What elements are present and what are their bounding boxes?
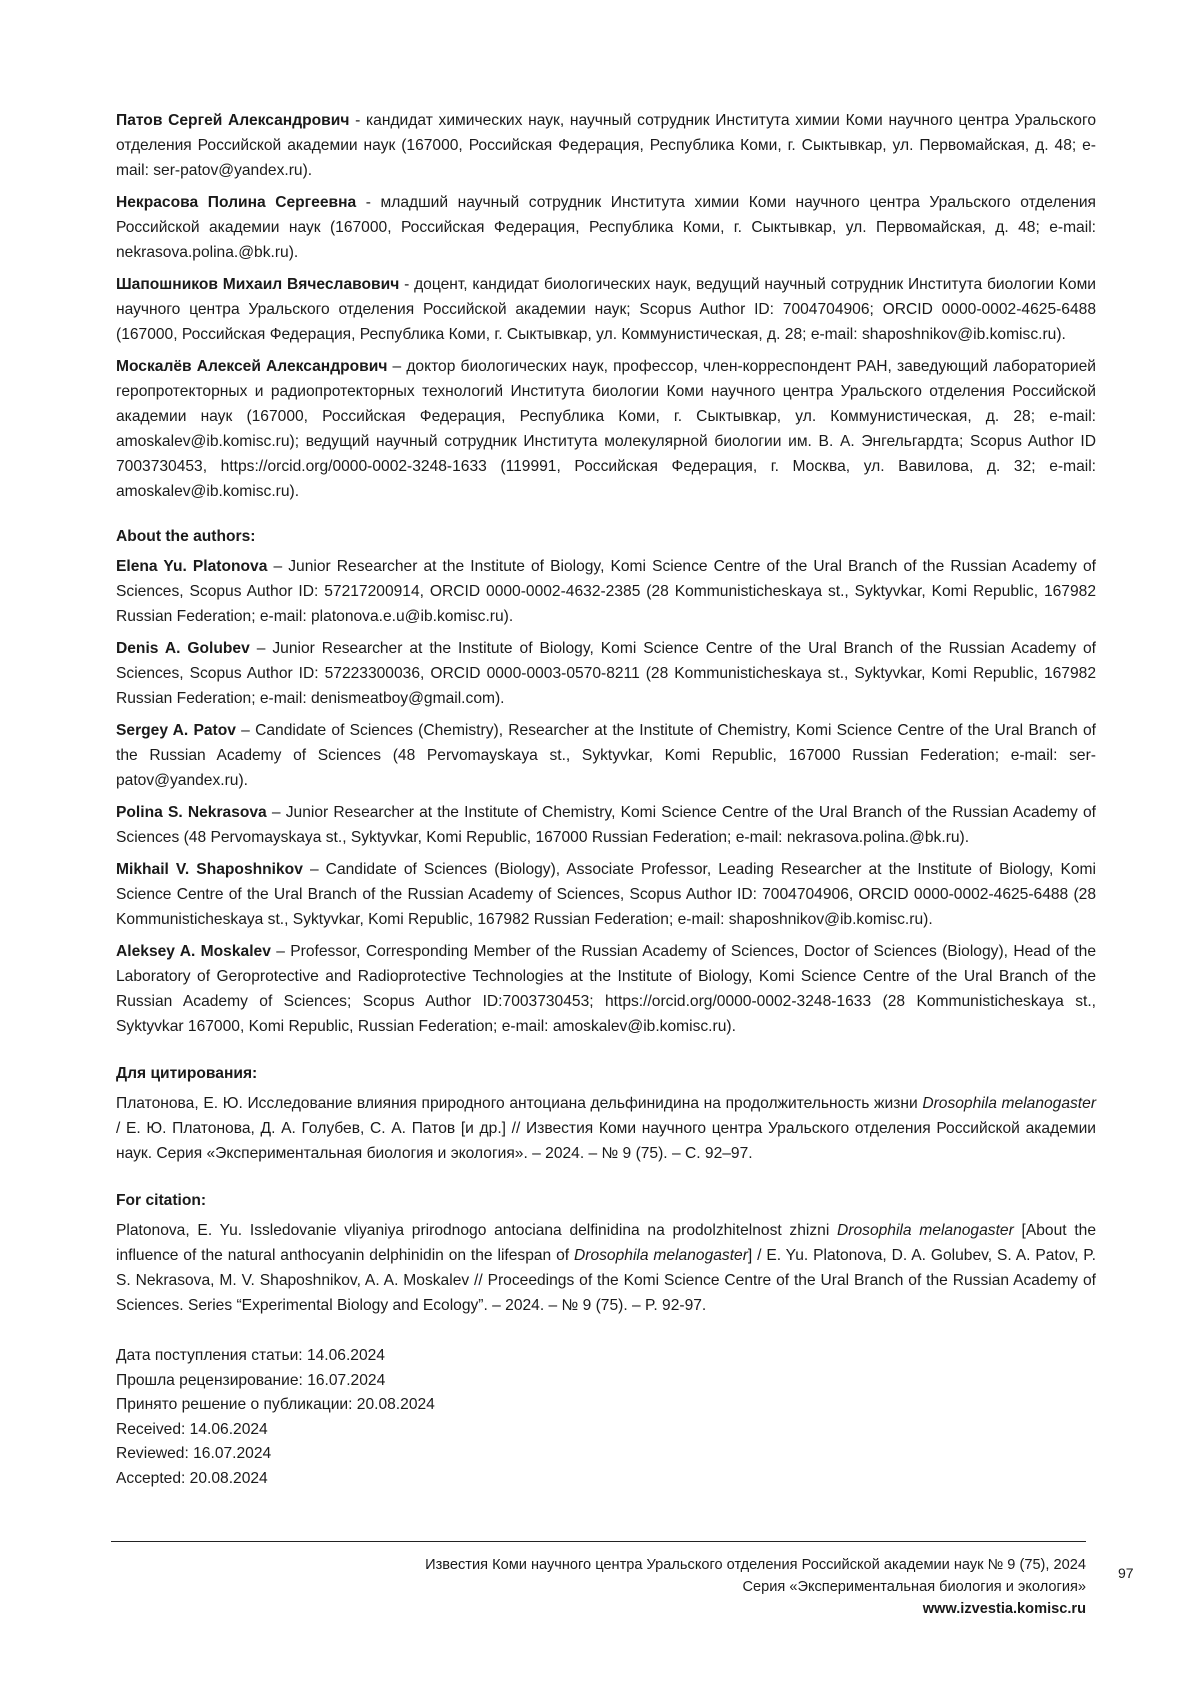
citation-text: ] / E. Yu. Platonova, D. A. Golubev, S. A. Patov, P. S. Nekrasova, M. V. Shaposhnikov, A. A. Moskalev // Proceedings of the Komi Science Centre of the Ural Branch of the Russian Academy of Sciences. Series “Experimental Biology and Ecology”. – 2024. – № 9 (75). – P. 92-97. [116,1247,1097,1314]
author-en-entry [116,857,1096,932]
authors-ru-list [116,108,1096,504]
author-name: Москалёв Алексей Александрович [116,358,388,375]
citation-text: / Е. Ю. Платонова, Д. А. Голубев, С. А. Патов [и др.] // Известия Коми научного центра Уральского отделения Российской академии наук. Серия «Экспериментальная биология и экология». – 2024. – № 9 (75). – С. 92–97. [116,1120,1096,1162]
citation-en-heading: For citation: [116,1192,207,1209]
author-en-entry [116,939,1096,1039]
author-en-entry [116,718,1096,793]
author-name: Патов Сергей Александрович [116,112,350,129]
citation-ru-heading: Для цитирования: [116,1065,258,1082]
author-bio: - доцент, кандидат биологических наук, ведущий научный сотрудник Института биологии Коми научного центра Уральского отделения Российской академии наук; Scopus Author ID: 7004704906; ORCID 0000-0002-4625-6488 (167000, Российская Федерация, Республика Коми, г. Сыктывкар, ул. Коммунистическая, д. 28; e-mail: shaposhnikov@ib.komisc.ru). [116,276,1096,343]
author-bio: - кандидат химических наук, научный сотрудник Института химии Коми научного центра Уральского отделения Российской академии наук (167000, Российская Федерация, Республика Коми, г. Сыктывкар, ул. Первомайская, д. 48; e-mail: ser-patov@yandex.ru). [116,112,1096,179]
footer-journal: Известия Коми научного центра Уральского отделения Российской академии наук № 9 (75), 2024 [425,1557,1086,1573]
about-authors-heading: About the authors: [116,528,256,545]
species-name: Drosophila melanogaster [837,1222,1014,1239]
author-ru-entry [116,190,1096,265]
author-name: Denis A. Golubev [116,640,250,657]
author-bio: – Professor, Corresponding Member of the Russian Academy of Sciences, Doctor of Sciences (Biology), Head of the Laboratory of Geroprotective and Radioprotective Technologies at the Institute of Biology, Komi Science Centre of the Ural Branch of the Russian Academy of Sciences; Scopus Author ID:7003730453; https://orcid.org/0000-0002-3248-1633 (28 Kommunisticheskaya st., Syktyvkar 167000, Komi Republic, Russian Federation; e-mail: amoskalev@ib.komisc.ru). [116,943,1096,1035]
authors-en-list [116,554,1096,1039]
date-reviewed-en: Reviewed: 16.07.2024 [116,1445,272,1462]
footer-series: Серия «Экспериментальная биология и экология» [742,1579,1086,1595]
author-en-entry [116,636,1096,711]
date-accepted-ru: Принято решение о публикации: 20.08.2024 [116,1396,435,1413]
author-ru-entry [116,272,1096,347]
author-ru-entry [116,108,1096,183]
date-received-en: Received: 14.06.2024 [116,1420,268,1438]
author-name: Aleksey A. Moskalev [116,943,271,960]
author-en-entry [116,800,1096,850]
page-number: 97 [1118,1565,1134,1581]
author-bio: – Candidate of Sciences (Biology), Associate Professor, Leading Researcher at the Institute of Biology, Komi Science Centre of the Ural Branch of the Russian Academy of Sciences, Scopus Author ID: 7004704906, ORCID 0000-0002-4625-6488 (28 Kommunisticheskaya st., Syktyvkar, Komi Republic, 167982 Russian Federation; e-mail: shaposhnikov@ib.komisc.ru). [116,861,1096,928]
article-dates [116,1344,1096,1491]
footer-divider [111,1541,1086,1542]
author-name: Polina S. Nekrasova [116,804,267,821]
page-footer [106,1554,1086,1620]
citation-text: [About the influence of the natural anthocyanin delphinidin on the lifespan of [116,1222,1096,1264]
citation-en [116,1218,1096,1318]
author-bio: - младший научный сотрудник Института химии Коми научного центра Уральского отделения Российской академии наук (167000, Российская Федерация, Республика Коми, г. Сыктывкар, ул. Первомайская, д. 48; e-mail: nekrasova.polina.@bk.ru). [116,194,1096,261]
author-name: Elena Yu. Platonova [116,558,268,575]
date-received-ru: Дата поступления статьи: 14.06.2024 [116,1347,385,1364]
author-bio: – Candidate of Sciences (Chemistry), Researcher at the Institute of Chemistry, Komi Science Centre of the Ural Branch of the Russian Academy of Sciences (48 Pervomayskaya st., Syktyvkar, Komi Republic, 167000 Russian Federation; e-mail: ser-patov@yandex.ru). [116,722,1096,789]
author-bio: – Junior Researcher at the Institute of Biology, Komi Science Centre of the Ural Branch of the Russian Academy of Sciences, Scopus Author ID: 57223300036, ORCID 0000-0003-0570-8211 (28 Kommunisticheskaya st., Syktyvkar, Komi Republic, 167982 Russian Federation; e-mail: denismeatboy@gmail.com). [116,640,1096,707]
author-en-entry [116,554,1096,629]
author-bio: – Junior Researcher at the Institute of Chemistry, Komi Science Centre of the Ural Branch of the Russian Academy of Sciences (48 Pervomayskaya st., Syktyvkar, Komi Republic, 167000 Russian Federation; e-mail: nekrasova.polina.@bk.ru). [116,804,1096,846]
author-name: Шапошников Михаил Вячеславович [116,276,400,293]
author-ru-entry [116,354,1096,504]
author-name: Некрасова Полина Сергеевна [116,194,357,211]
author-bio: – Junior Researcher at the Institute of Biology, Komi Science Centre of the Ural Branch of the Russian Academy of Sciences, Scopus Author ID: 57217200914, ORCID 0000-0002-4632-2385 (28 Kommunisticheskaya st., Syktyvkar, Komi Republic, 167982 Russian Federation; e-mail: platonova.e.u@ib.komisc.ru). [116,558,1097,625]
citation-text: Платонова, Е. Ю. Исследование влияния природного антоциана дельфинидина на продолжительность жизни [116,1095,923,1112]
date-reviewed-ru: Прошла рецензирование: 16.07.2024 [116,1371,386,1389]
species-name: Drosophila melanogaster [922,1095,1097,1112]
author-name: Mikhail V. Shaposhnikov [116,861,303,878]
footer-url: www.izvestia.komisc.ru [922,1601,1086,1617]
author-bio: – доктор биологических наук, профессор, член-корреспондент РАН, заведующий лабораторией геропротекторных и радиопротекторных технологий Института биологии Коми научного центра Уральского отделения Российской академии наук (167000, Российская Федерация, Республика Коми, г. Сыктывкар, ул. Коммунистическая, д. 28; e-mail: amoskalev@ib.komisc.ru); ведущий научный сотрудник Института молекулярной биологии им. В. А. Энгельгардта; Scopus Author ID 7003730453, https://orcid.org/0000-0002-3248-1633 (119991, Российская Федерация, г. Москва, ул. Вавилова, д. 32; e-mail: amoskalev@ib.komisc.ru). [116,358,1096,500]
author-name: Sergey A. Patov [116,722,236,739]
date-accepted-en: Accepted: 20.08.2024 [116,1469,268,1487]
citation-ru [116,1091,1096,1166]
citation-text: Platonova, E. Yu. Issledovanie vliyaniya prirodnogo antociana delfinidina na prodolzhitelnost zhizni [116,1222,838,1239]
article-back-matter [116,108,1096,1491]
species-name: Drosophila melanogaster [574,1247,748,1264]
